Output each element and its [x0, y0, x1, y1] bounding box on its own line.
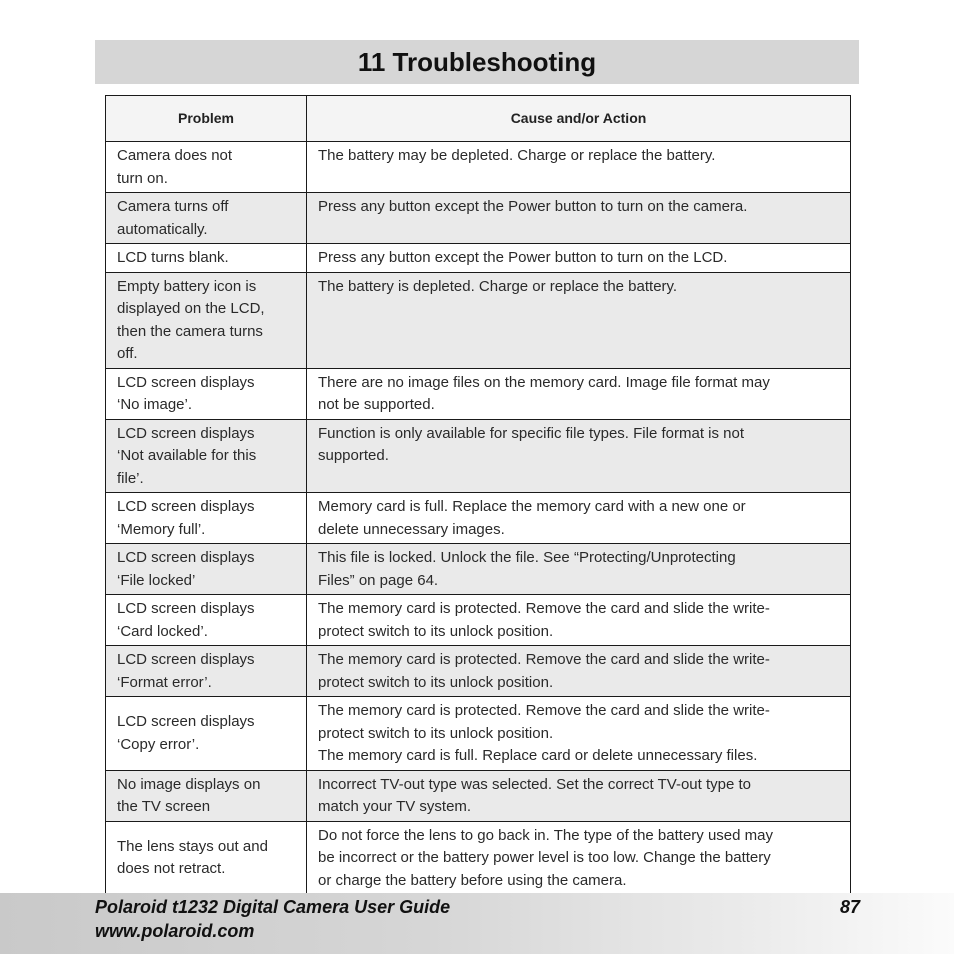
cause-action-text: delete unnecessary images. — [318, 520, 505, 538]
problem-cell — [106, 770, 307, 821]
problem-cell — [106, 368, 307, 419]
table-row — [106, 697, 851, 771]
table-row — [106, 193, 851, 244]
cause-action-cell — [307, 544, 851, 595]
table-row — [106, 646, 851, 697]
cause-action-text: This file is locked. Unlock the file. See “Protecting/Unprotecting — [318, 549, 736, 566]
problem-text: LCD screen displays — [117, 600, 255, 617]
table-row — [106, 142, 851, 193]
problem-text: LCD screen displays — [117, 549, 255, 566]
troubleshooting-table — [105, 95, 851, 895]
problem-text: LCD screen displays — [117, 498, 255, 515]
problem-text: LCD turns blank. — [117, 249, 229, 266]
cause-action-text: protect switch to its unlock position. — [318, 622, 554, 640]
chapter-title-bar — [95, 40, 859, 84]
problem-cell — [106, 193, 307, 244]
cause-action-cell — [307, 697, 851, 771]
problem-text: off. — [117, 345, 138, 362]
problem-text: file’. — [117, 469, 144, 487]
cause-action-cell — [307, 595, 851, 646]
problem-cell — [106, 544, 307, 595]
cause-action-text: Function is only available for specific file types. File format is not — [318, 424, 745, 442]
problem-cell — [106, 272, 307, 368]
chapter-title: 11 Troubleshooting — [357, 46, 597, 77]
problem-cell — [106, 646, 307, 697]
cause-action-text: The battery may be depleted. Charge or replace the battery. — [318, 147, 716, 164]
problem-text: Camera does not — [117, 147, 233, 164]
cause-action-cell — [307, 272, 851, 368]
cause-action-text: match your TV system. — [318, 798, 472, 815]
footer-guide-title: Polaroid t1232 Digital Camera User Guide — [95, 897, 451, 917]
table-row — [106, 272, 851, 368]
problem-text: displayed on the LCD, — [117, 300, 265, 317]
cause-action-cell — [307, 493, 851, 544]
table-row — [106, 770, 851, 821]
cause-action-text: Files” on page 64. — [318, 571, 439, 589]
column-header-cause-action: Cause and/or Action — [307, 96, 851, 142]
problem-text: then the camera turns — [117, 322, 263, 340]
problem-text: LCD screen displays — [117, 651, 255, 668]
cause-action-cell — [307, 244, 851, 273]
problem-text: ‘Card locked’. — [117, 622, 208, 640]
problem-text: ‘Not available for this — [117, 447, 257, 464]
cause-action-text: or charge the battery before using the camera. — [318, 871, 627, 889]
problem-text: ‘Memory full’. — [117, 520, 206, 538]
cause-action-text: The battery is depleted. Charge or replace the battery. — [318, 277, 678, 295]
cause-action-cell — [307, 646, 851, 697]
cause-action-text: supported. — [318, 447, 389, 464]
footer-url: www.polaroid.com — [95, 921, 255, 941]
table-row — [106, 595, 851, 646]
problem-text: The lens stays out and — [117, 837, 268, 855]
cause-action-text: be incorrect or the battery power level is too low. Change the battery — [318, 849, 771, 866]
problem-text: ‘Format error’. — [117, 673, 212, 691]
table-row — [106, 544, 851, 595]
cause-action-text: Press any button except the Power button to turn on the LCD. — [318, 249, 728, 266]
cause-action-text: The memory card is full. Replace card or delete unnecessary files. — [318, 747, 758, 764]
problem-text: LCD screen displays — [117, 373, 255, 391]
cause-action-cell — [307, 142, 851, 193]
cause-action-cell — [307, 193, 851, 244]
problem-text: ‘No image’. — [117, 396, 193, 413]
problem-cell — [106, 142, 307, 193]
page-number: 87 — [839, 897, 860, 917]
cause-action-text: protect switch to its unlock position. — [318, 673, 554, 691]
cause-action-text: Do not force the lens to go back in. The type of the battery used may — [318, 826, 773, 844]
problem-cell — [106, 419, 307, 493]
cause-action-text: The memory card is protected. Remove the card and slide the write- — [318, 651, 770, 668]
table-row — [106, 244, 851, 273]
problem-text: ‘File locked’ — [117, 571, 196, 589]
cause-action-cell — [307, 419, 851, 493]
cause-action-cell — [307, 821, 851, 895]
problem-text: Empty battery icon is — [117, 277, 257, 295]
cause-action-text: There are no image files on the memory card. Image file format may — [318, 373, 770, 391]
cause-action-text: Press any button except the Power button to turn on the camera. — [318, 198, 748, 215]
problem-cell — [106, 244, 307, 273]
problem-cell — [106, 493, 307, 544]
cause-action-text: not be supported. — [318, 396, 435, 413]
table-row — [106, 419, 851, 493]
column-header-problem: Problem — [106, 96, 307, 142]
problem-text: automatically. — [117, 220, 208, 238]
cause-action-text: protect switch to its unlock position. — [318, 724, 554, 742]
table-row — [106, 368, 851, 419]
cause-action-text: Incorrect TV-out type was selected. Set the correct TV-out type to — [318, 775, 751, 793]
problem-text: turn on. — [117, 169, 168, 187]
problem-cell — [106, 595, 307, 646]
cause-action-text: Memory card is full. Replace the memory card with a new one or — [318, 498, 746, 515]
cause-action-cell — [307, 770, 851, 821]
problem-cell — [106, 697, 307, 771]
problem-cell — [106, 821, 307, 895]
table-header-row — [106, 96, 851, 142]
table-row — [106, 493, 851, 544]
problem-text: No image displays on — [117, 775, 261, 793]
cause-action-cell — [307, 368, 851, 419]
problem-text: LCD screen displays — [117, 713, 255, 731]
table-row — [106, 821, 851, 895]
problem-text: the TV screen — [117, 798, 211, 815]
problem-text: LCD screen displays — [117, 424, 255, 442]
cause-action-text: The memory card is protected. Remove the card and slide the write- — [318, 702, 770, 719]
page-footer — [0, 893, 954, 954]
problem-text: ‘Copy error’. — [117, 735, 200, 753]
cause-action-text: The memory card is protected. Remove the card and slide the write- — [318, 600, 770, 617]
problem-text: does not retract. — [117, 860, 226, 878]
problem-text: Camera turns off — [117, 198, 229, 215]
